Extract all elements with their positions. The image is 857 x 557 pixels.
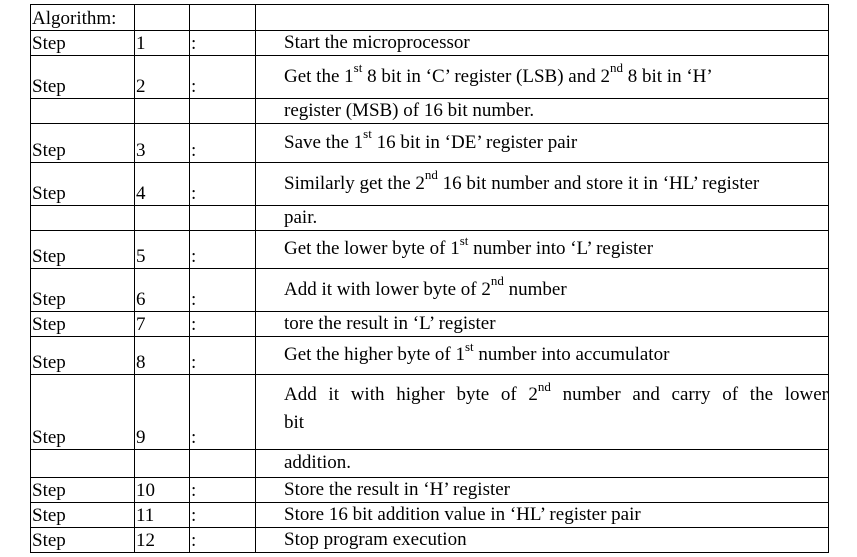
- step-description: Start the microprocessor: [256, 31, 829, 56]
- table-row: [31, 478, 829, 503]
- step-number: 10: [135, 478, 190, 503]
- step-colon: :: [190, 231, 256, 269]
- table-row: [31, 99, 829, 124]
- step-description: Add it with lower byte of 2nd number: [256, 269, 829, 312]
- step-number: 8: [135, 337, 190, 375]
- step-colon: :: [190, 124, 256, 163]
- step-description: Store 16 bit addition value in ‘HL’ register pair: [256, 503, 829, 528]
- step-description: Store the result in ‘H’ register: [256, 478, 829, 503]
- table-row-heading: [31, 5, 829, 31]
- table-row: [31, 269, 829, 312]
- table-row: [31, 528, 829, 553]
- step-description: Add it with higher byte of 2nd number and carry of the lower bit: [256, 375, 829, 450]
- step-colon: :: [190, 56, 256, 99]
- step-description-continuation: register (MSB) of 16 bit number.: [256, 99, 829, 124]
- step-colon: :: [190, 528, 256, 553]
- algorithm-table: [30, 4, 829, 553]
- step-label: Step: [31, 528, 135, 553]
- step-label: Step: [31, 312, 135, 337]
- table-row: [31, 312, 829, 337]
- step-description: Get the higher byte of 1st number into accumulator: [256, 337, 829, 375]
- step-number: 5: [135, 231, 190, 269]
- table-row: [31, 206, 829, 231]
- step-label: Step: [31, 231, 135, 269]
- table-row: [31, 503, 829, 528]
- step-colon: :: [190, 31, 256, 56]
- step-label: Step: [31, 337, 135, 375]
- table-row: [31, 56, 829, 99]
- table-row: [31, 450, 829, 478]
- step-colon: :: [190, 478, 256, 503]
- algorithm-heading: Algorithm:: [31, 5, 135, 31]
- step-description: Stop program execution: [256, 528, 829, 553]
- step-description-line2: bit: [284, 412, 305, 433]
- step-description: Get the lower byte of 1st number into ‘L’ register: [256, 231, 829, 269]
- step-colon: :: [190, 503, 256, 528]
- step-number: 2: [135, 56, 190, 99]
- step-label: Step: [31, 478, 135, 503]
- step-colon: :: [190, 337, 256, 375]
- step-colon: :: [190, 163, 256, 206]
- step-number: 3: [135, 124, 190, 163]
- step-colon: :: [190, 269, 256, 312]
- step-label: Step: [31, 31, 135, 56]
- step-label: Step: [31, 56, 135, 99]
- table-row: [31, 163, 829, 206]
- step-number: 1: [135, 31, 190, 56]
- step-label: Step: [31, 269, 135, 312]
- table-row: [31, 231, 829, 269]
- step-label: Step: [31, 375, 135, 450]
- step-colon: :: [190, 375, 256, 450]
- step-description-continuation: pair.: [256, 206, 829, 231]
- table-row: [31, 124, 829, 163]
- step-description: Get the 1st 8 bit in ‘C’ register (LSB) and 2nd 8 bit in ‘H’: [256, 56, 829, 99]
- step-description: Save the 1st 16 bit in ‘DE’ register pair: [256, 124, 829, 163]
- table-row: [31, 375, 829, 450]
- step-label: Step: [31, 503, 135, 528]
- step-number: 6: [135, 269, 190, 312]
- step-number: 7: [135, 312, 190, 337]
- step-number: 4: [135, 163, 190, 206]
- step-number: 11: [135, 503, 190, 528]
- step-description: Similarly get the 2nd 16 bit number and store it in ‘HL’ register: [256, 163, 829, 206]
- step-number: 9: [135, 375, 190, 450]
- table-row: [31, 337, 829, 375]
- table-row: [31, 31, 829, 56]
- step-colon: :: [190, 312, 256, 337]
- step-label: Step: [31, 124, 135, 163]
- step-description: tore the result in ‘L’ register: [256, 312, 829, 337]
- step-description-continuation: addition.: [256, 450, 829, 478]
- step-number: 12: [135, 528, 190, 553]
- step-label: Step: [31, 163, 135, 206]
